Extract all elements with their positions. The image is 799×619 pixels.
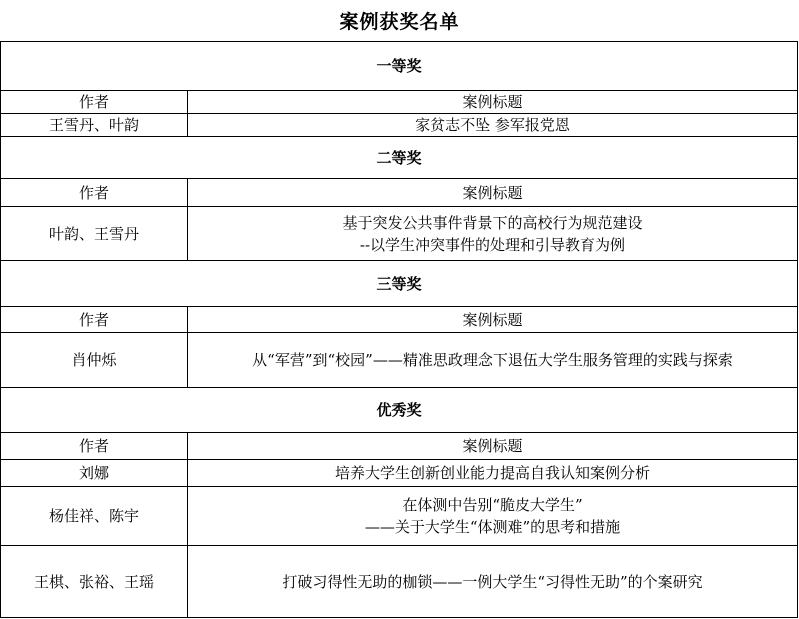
- author-header: 作者: [1, 307, 188, 333]
- header-row: [1, 91, 798, 114]
- case-title-header: 案例标题: [188, 433, 798, 460]
- table-row: [1, 207, 798, 261]
- case-title-line: 打破习得性无助的枷锁——一例大学生“习得性无助”的个案研究: [282, 572, 703, 591]
- author-header: 作者: [1, 433, 188, 460]
- table-row: [1, 487, 798, 546]
- table-row: [1, 546, 798, 618]
- header-row: [1, 433, 798, 460]
- section-title: 二等奖: [1, 137, 798, 179]
- table-row: [1, 460, 798, 487]
- section-row-excellence-award: [1, 388, 798, 433]
- header-row: [1, 179, 798, 207]
- author-cell: 王棋、张裕、王瑶: [1, 546, 188, 618]
- page-title: 案例获奖名单: [339, 10, 460, 33]
- case-title-line: ——关于大学生“体测难”的思考和措施: [364, 518, 621, 536]
- case-title-header: 案例标题: [188, 91, 798, 114]
- case-title-line: 从“军营”到“校园”——精准思政理念下退伍大学生服务管理的实践与探索: [252, 351, 733, 369]
- author-header: 作者: [1, 91, 188, 114]
- case-title-line: 在体测中告别“脆皮大学生”: [402, 496, 583, 514]
- header-row: [1, 307, 798, 333]
- section-row-first-prize: [1, 42, 798, 91]
- author-header: 作者: [1, 179, 188, 207]
- awards-table: [0, 41, 798, 618]
- case-title-line: 家贫志不坠 参军报党恩: [415, 116, 570, 134]
- case-title-line: --以学生冲突事件的处理和引导教育为例: [359, 235, 626, 254]
- table-row: [1, 333, 798, 388]
- case-title-header: 案例标题: [188, 307, 798, 333]
- author-cell: 王雪丹、叶韵: [1, 114, 188, 137]
- case-title-cell: [188, 333, 798, 388]
- section-row-second-prize: [1, 137, 798, 179]
- case-title-cell: [188, 460, 798, 487]
- section-title: 一等奖: [1, 42, 798, 91]
- section-row-third-prize: [1, 261, 798, 307]
- case-title-cell: [188, 487, 798, 546]
- section-title: 优秀奖: [1, 388, 798, 433]
- case-title-cell: [188, 546, 798, 618]
- case-title-cell: [188, 207, 798, 261]
- case-title-header: 案例标题: [188, 179, 798, 207]
- author-cell: 叶韵、王雪丹: [1, 207, 188, 261]
- author-cell: 杨佳祥、陈宇: [1, 487, 188, 546]
- case-title-line: 培养大学生创新创业能力提高自我认知案例分析: [334, 464, 650, 482]
- section-title: 三等奖: [1, 261, 798, 307]
- author-cell: 肖仲烁: [1, 333, 188, 388]
- table-row: [1, 114, 798, 137]
- case-title-cell: [188, 114, 798, 137]
- author-cell: 刘娜: [1, 460, 188, 487]
- case-title-line: 基于突发公共事件背景下的高校行为规范建设: [342, 213, 643, 232]
